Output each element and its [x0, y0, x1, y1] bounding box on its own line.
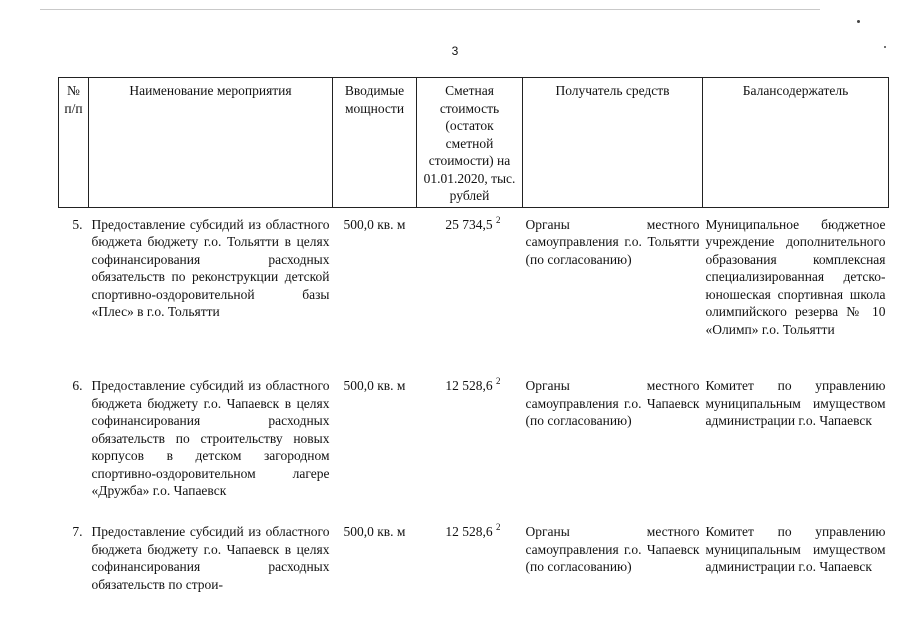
table-row — [59, 523, 889, 593]
cost-footnote: 2 — [496, 522, 501, 532]
cost-value: 12 528,6 — [445, 524, 493, 539]
row-capacity: 500,0 кв. м — [343, 216, 406, 232]
header-name: Наименование мероприятия — [89, 78, 333, 208]
measures-table — [58, 77, 889, 593]
row-recipient: Органы местного самоуправления г.о. Чапаевск (по согласованию) — [525, 378, 700, 428]
row-capacity: 500,0 кв. м — [343, 524, 406, 539]
header-recipient: Получатель средств — [523, 78, 703, 208]
row-cost — [417, 377, 523, 523]
table-row — [59, 377, 889, 523]
row-holder: Комитет по управлению муниципальным имуществом администрации г.о. Чапаевск — [705, 378, 886, 428]
scan-speck — [857, 20, 860, 23]
row-num: 7. — [72, 524, 83, 539]
row-name: Предоставление субсидий из областного бюджета бюджету г.о. Тольятти в целях софинансирования расходных обязательств по реконструкции детской спортивно-оздоровительной базы «Плес» в г.о. Тольятти — [91, 216, 330, 319]
page-number: 3 — [451, 44, 459, 58]
header-num: № п/п — [59, 78, 89, 208]
cost-value: 12 528,6 — [445, 378, 493, 393]
row-num: 6. — [72, 378, 83, 393]
row-num: 5. — [72, 216, 83, 232]
table-header-row — [59, 78, 889, 208]
table-row — [59, 207, 889, 377]
header-cost: Сметная стоимость (остаток сметной стоимости) на 01.01.2020, тыс. рублей — [417, 78, 523, 208]
row-name: Предоставление субсидий из областного бюджета бюджету г.о. Чапаевск в целях софинансирования расходных обязательств по строи- — [91, 524, 330, 592]
top-border-line — [40, 9, 820, 10]
header-capacity: Вводимые мощности — [333, 78, 417, 208]
row-cost — [417, 523, 523, 593]
row-recipient: Органы местного самоуправления г.о. Чапаевск (по согласованию) — [525, 524, 700, 574]
row-name: Предоставление субсидий из областного бюджета бюджету г.о. Чапаевск в целях софинансирования расходных обязательств по строительству новых корпусов в детском загородном спортивно-оздоровительном лагере «Дружба» г.о. Чапаевск — [91, 378, 330, 498]
row-holder: Комитет по управлению муниципальным имуществом администрации г.о. Чапаевск — [705, 524, 886, 574]
cost-value: 25 734,5 — [445, 216, 493, 232]
cost-footnote: 2 — [496, 376, 501, 386]
row-cost — [417, 207, 523, 377]
header-holder: Балансодержатель — [703, 78, 889, 208]
row-recipient: Органы местного самоуправления г.о. Тольятти (по согласованию) — [525, 216, 700, 267]
row-holder: Муниципальное бюджетное учреждение дополнительного образования комплексная специализированная детско-юношеская спортивная школа олимпийского резерва № 10 «Олимп» г.о. Тольятти — [705, 216, 886, 337]
scan-speck — [884, 46, 886, 48]
row-capacity: 500,0 кв. м — [343, 378, 406, 393]
cost-footnote: 2 — [496, 214, 501, 225]
